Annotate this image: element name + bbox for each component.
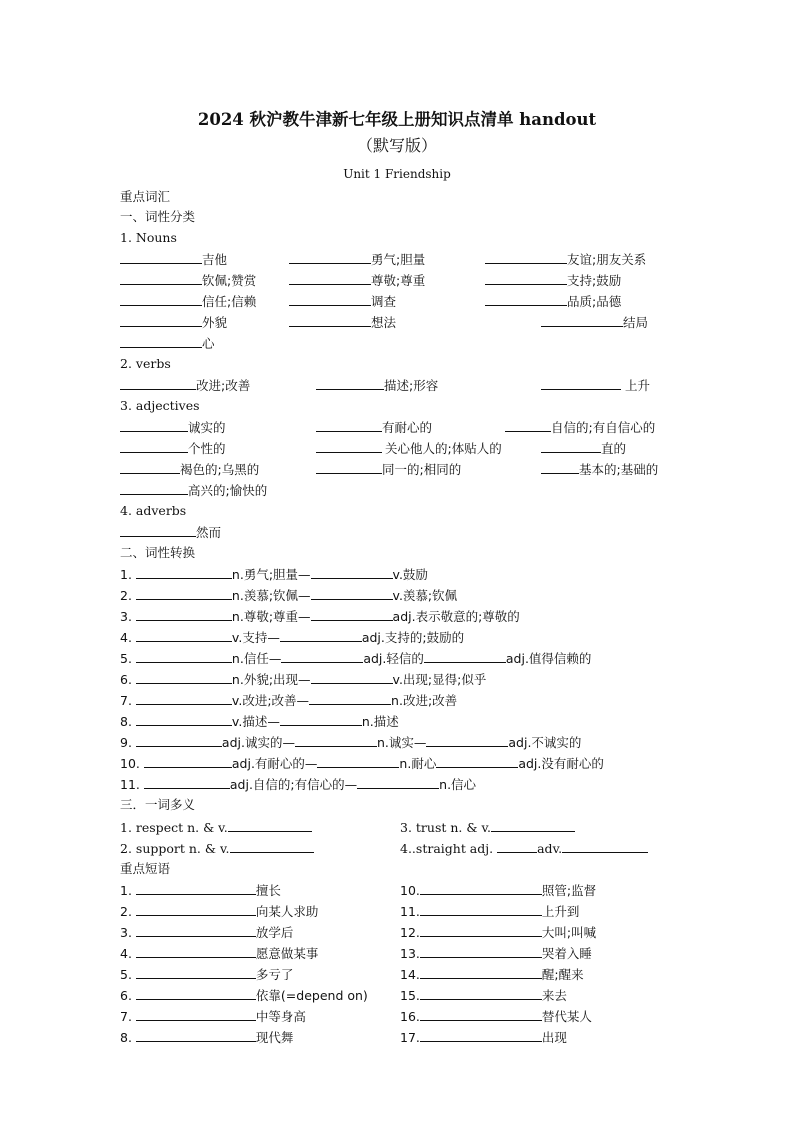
phrase-item: 6. 依靠(=depend on) xyxy=(120,988,368,1003)
noun-item: 勇气;胆量 xyxy=(289,251,425,268)
noun-item: 钦佩;赞赏 xyxy=(120,272,256,289)
section-phrases: 重点短语 xyxy=(120,861,171,876)
noun-item: 支持;鼓励 xyxy=(485,272,621,289)
phrase-item: 3. 放学后 xyxy=(120,925,294,940)
conversion-row: 11. adj.自信的;有信心的— n.信心 xyxy=(120,777,477,792)
phrase-item: 1. 擅长 xyxy=(120,883,281,898)
phrase-item: 10. 照管;监督 xyxy=(400,883,597,898)
adverbs-heading: 4. adverbs xyxy=(120,503,187,518)
conversion-row: 7. v.改进;改善— n.改进;改善 xyxy=(120,693,458,708)
polysemy-item: 4..straight adj. adv. xyxy=(400,840,648,857)
conversion-row: 4. v.支持— adj.支持的;鼓励的 xyxy=(120,630,465,645)
phrase-item: 7. 中等身高 xyxy=(120,1009,306,1024)
polysemy-item: 2. support n. & v. xyxy=(120,840,314,857)
phrase-item: 13. 哭着入睡 xyxy=(400,946,592,961)
nouns-heading: 1. Nouns xyxy=(120,230,177,245)
noun-item: 调查 xyxy=(289,293,396,310)
adjective-item: 同一的;相同的 xyxy=(316,461,461,478)
polysemy-item: 3. trust n. & v. xyxy=(400,819,575,836)
adjective-item: 基本的;基础的 xyxy=(541,461,658,478)
adverb-item: 然而 xyxy=(120,524,221,541)
conversion-row: 2. n.羡慕;钦佩— v.羡慕;钦佩 xyxy=(120,588,458,603)
conversion-row: 5. n.信任— adj.轻信的 adj.值得信赖的 xyxy=(120,651,592,666)
noun-item: 想法 xyxy=(289,314,396,331)
conversion-row: 9. adj.诚实的— n.诚实— adj.不诚实的 xyxy=(120,735,582,750)
noun-item: 信任;信赖 xyxy=(120,293,256,310)
conversion-row: 8. v.描述— n.描述 xyxy=(120,714,399,729)
verb-item: 描述;形容 xyxy=(316,377,438,394)
noun-item: 外貌 xyxy=(120,314,227,331)
verb-item: 改进;改善 xyxy=(120,377,250,394)
noun-item: 友谊;朋友关系 xyxy=(485,251,646,268)
phrase-item: 16. 替代某人 xyxy=(400,1009,592,1024)
adjective-item: 自信的;有自信心的 xyxy=(505,419,655,436)
unit-heading: Unit 1 Friendship xyxy=(343,167,451,181)
section-conversion: 二、词性转换 xyxy=(120,545,196,560)
adjective-item: 褐色的;乌黑的 xyxy=(120,461,259,478)
adjective-item: 高兴的;愉快的 xyxy=(120,482,267,499)
page-title: 2024 秋沪教牛津新七年级上册知识点清单 handout xyxy=(197,110,597,129)
adjectives-heading: 3. adjectives xyxy=(120,398,200,413)
adjective-item: 有耐心的 xyxy=(316,419,432,436)
noun-item: 心 xyxy=(120,335,215,352)
noun-item: 吉他 xyxy=(120,251,227,268)
page-subtitle: （默写版） xyxy=(356,136,437,155)
phrase-item: 17. 出现 xyxy=(400,1030,567,1045)
phrase-item: 4. 愿意做某事 xyxy=(120,946,319,961)
adjective-item: 直的 xyxy=(541,440,626,457)
phrase-item: 15. 来去 xyxy=(400,988,567,1003)
noun-item: 尊敬;尊重 xyxy=(289,272,425,289)
adjective-item: 个性的 xyxy=(120,440,226,457)
conversion-row: 1. n.勇气;胆量— v.鼓励 xyxy=(120,567,428,582)
noun-item: 品质;品德 xyxy=(485,293,621,310)
phrase-item: 14. 醒;醒来 xyxy=(400,967,584,982)
conversion-row: 10. adj.有耐心的— n.耐心 adj.没有耐心的 xyxy=(120,756,604,771)
section-word-classes: 一、词性分类 xyxy=(120,209,196,224)
polysemy-item: 1. respect n. & v. xyxy=(120,819,312,836)
conversion-row: 3. n.尊敬;尊重— adj.表示敬意的;尊敬的 xyxy=(120,609,520,624)
adjective-item: 关心他人的;体贴人的 xyxy=(316,440,502,457)
phrase-item: 2. 向某人求助 xyxy=(120,904,319,919)
conversion-row: 6. n.外貌;出现— v.出现;显得;似乎 xyxy=(120,672,487,687)
verbs-heading: 2. verbs xyxy=(120,356,171,371)
noun-item: 结局 xyxy=(541,314,648,331)
verb-item: 上升 xyxy=(541,377,650,394)
phrase-item: 5. 多亏了 xyxy=(120,967,294,982)
phrase-item: 12. 大叫;叫喊 xyxy=(400,925,597,940)
phrase-item: 11. 上升到 xyxy=(400,904,580,919)
phrase-item: 8. 现代舞 xyxy=(120,1030,294,1045)
section-vocabulary: 重点词汇 xyxy=(120,189,171,204)
section-polysemy: 三．一词多义 xyxy=(120,797,196,812)
adjective-item: 诚实的 xyxy=(120,419,226,436)
